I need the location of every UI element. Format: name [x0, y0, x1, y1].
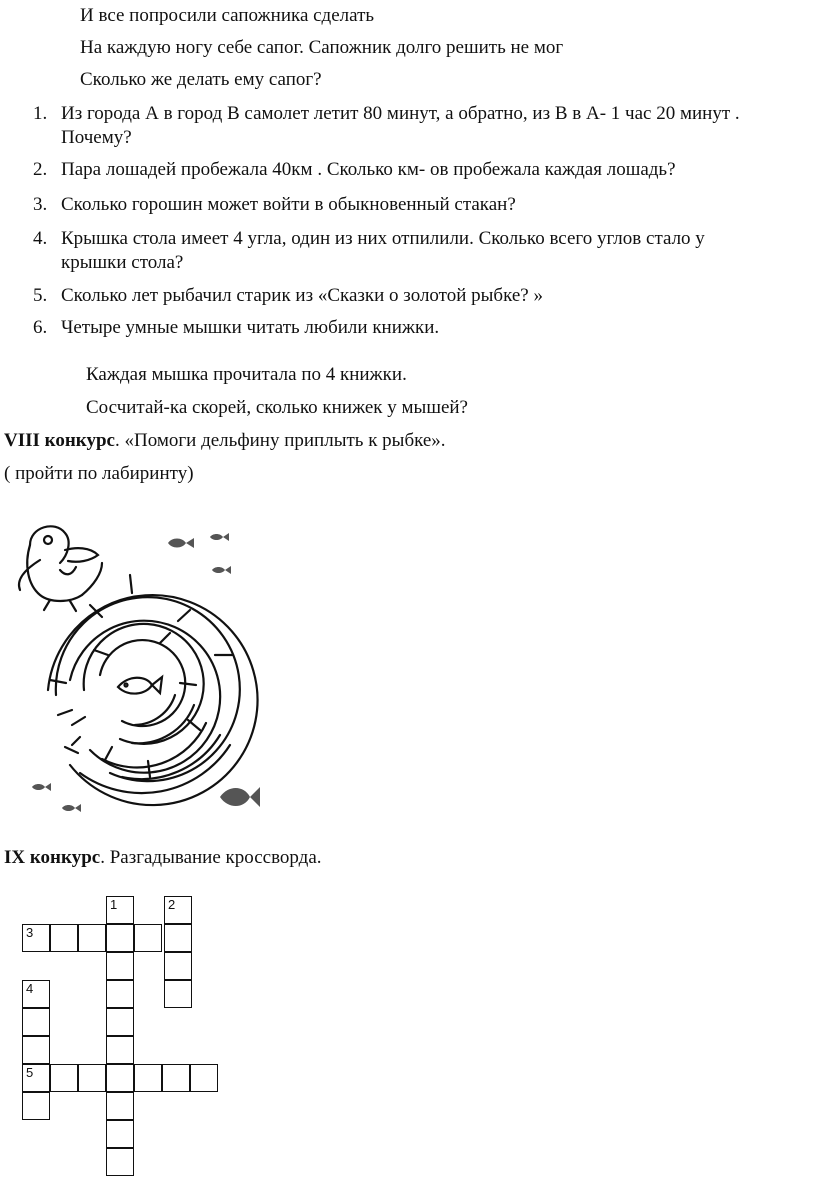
crossword-cell[interactable]	[106, 1120, 134, 1148]
crossword-cell[interactable]	[50, 924, 78, 952]
contest-8-note: ( пройти по лабиринту)	[4, 463, 194, 484]
crossword-cell[interactable]	[190, 1064, 218, 1092]
crossword-cell[interactable]	[164, 952, 192, 980]
crossword-cell[interactable]	[164, 980, 192, 1008]
crossword-cell[interactable]	[22, 1036, 50, 1064]
crossword-cell[interactable]	[50, 1064, 78, 1092]
crossword-number: 1	[110, 897, 118, 912]
crossword-cell[interactable]	[78, 1064, 106, 1092]
question-text: Почему?	[61, 127, 132, 148]
contest-9-text: . Разгадывание кроссворда.	[100, 847, 322, 868]
question-text: Пара лошадей пробежала 40км . Сколько км- ов пробежала каждая лошадь?	[61, 159, 676, 180]
crossword-cell[interactable]	[22, 1092, 50, 1120]
question-number: 6.	[33, 317, 48, 338]
contest-8-text: . «Помоги дельфину приплыть к рыбке».	[114, 430, 446, 451]
question-text: Сколько горошин может войти в обыкновенный стакан?	[61, 194, 516, 215]
question-text: крышки стола?	[61, 252, 184, 273]
crossword-cell[interactable]	[134, 1064, 162, 1092]
crossword-cell[interactable]	[22, 980, 50, 1008]
question-text: Из города А в город В самолет летит 80 минут, а обратно, из В в А- 1 час 20 минут .	[61, 103, 740, 124]
poem-line-4: Каждая мышка прочитала по 4 книжки.	[86, 364, 407, 385]
poem-line-1: И все попросили сапожника сделать	[80, 5, 375, 26]
crossword-cell[interactable]	[106, 1008, 134, 1036]
crossword-number: 4	[26, 981, 34, 996]
contest-8-heading	[4, 429, 446, 453]
crossword-number: 2	[168, 897, 176, 912]
crossword-number: 3	[26, 925, 34, 940]
question-text: Четыре умные мышки читать любили книжки.	[61, 317, 440, 338]
crossword-cell[interactable]	[134, 924, 162, 952]
question-text: Сколько лет рыбачил старик из «Сказки о золотой рыбке? »	[61, 285, 543, 306]
poem-line-5: Сосчитай-ка скорей, сколько книжек у мышей?	[86, 397, 468, 418]
crossword-cell[interactable]	[106, 1092, 134, 1120]
question-number: 2.	[33, 159, 48, 180]
crossword-cell[interactable]	[106, 1148, 134, 1176]
crossword-cell[interactable]	[164, 924, 192, 952]
contest-8-title: VIII конкурс	[4, 430, 115, 451]
crossword-cell[interactable]	[106, 1064, 134, 1092]
crossword-cell[interactable]	[22, 1064, 50, 1092]
crossword-cell[interactable]	[106, 1036, 134, 1064]
question-number: 4.	[33, 228, 48, 249]
poem-line-3: Сколько же делать ему сапог?	[80, 69, 322, 90]
crossword-number: 5	[26, 1065, 34, 1080]
crossword-cell[interactable]	[22, 1008, 50, 1036]
crossword-cell[interactable]	[106, 896, 134, 924]
crossword-cell[interactable]	[106, 952, 134, 980]
poem-line-2: На каждую ногу себе сапог. Сапожник долго решить не мог	[80, 37, 564, 58]
question-number: 1.	[33, 103, 48, 124]
question-number: 5.	[33, 285, 48, 306]
crossword-cell[interactable]	[106, 980, 134, 1008]
crossword-cell[interactable]	[78, 924, 106, 952]
crossword-cell[interactable]	[162, 1064, 190, 1092]
contest-9-title: IX конкурс	[4, 847, 101, 868]
maze-illustration	[10, 515, 260, 825]
crossword-cell[interactable]	[164, 896, 192, 924]
crossword-cell[interactable]	[106, 924, 134, 952]
crossword-cell[interactable]	[22, 924, 50, 952]
contest-9-heading	[4, 846, 322, 870]
question-number: 3.	[33, 194, 48, 215]
question-text: Крышка стола имеет 4 угла, один из них отпилили. Сколько всего углов стало у	[61, 228, 705, 249]
